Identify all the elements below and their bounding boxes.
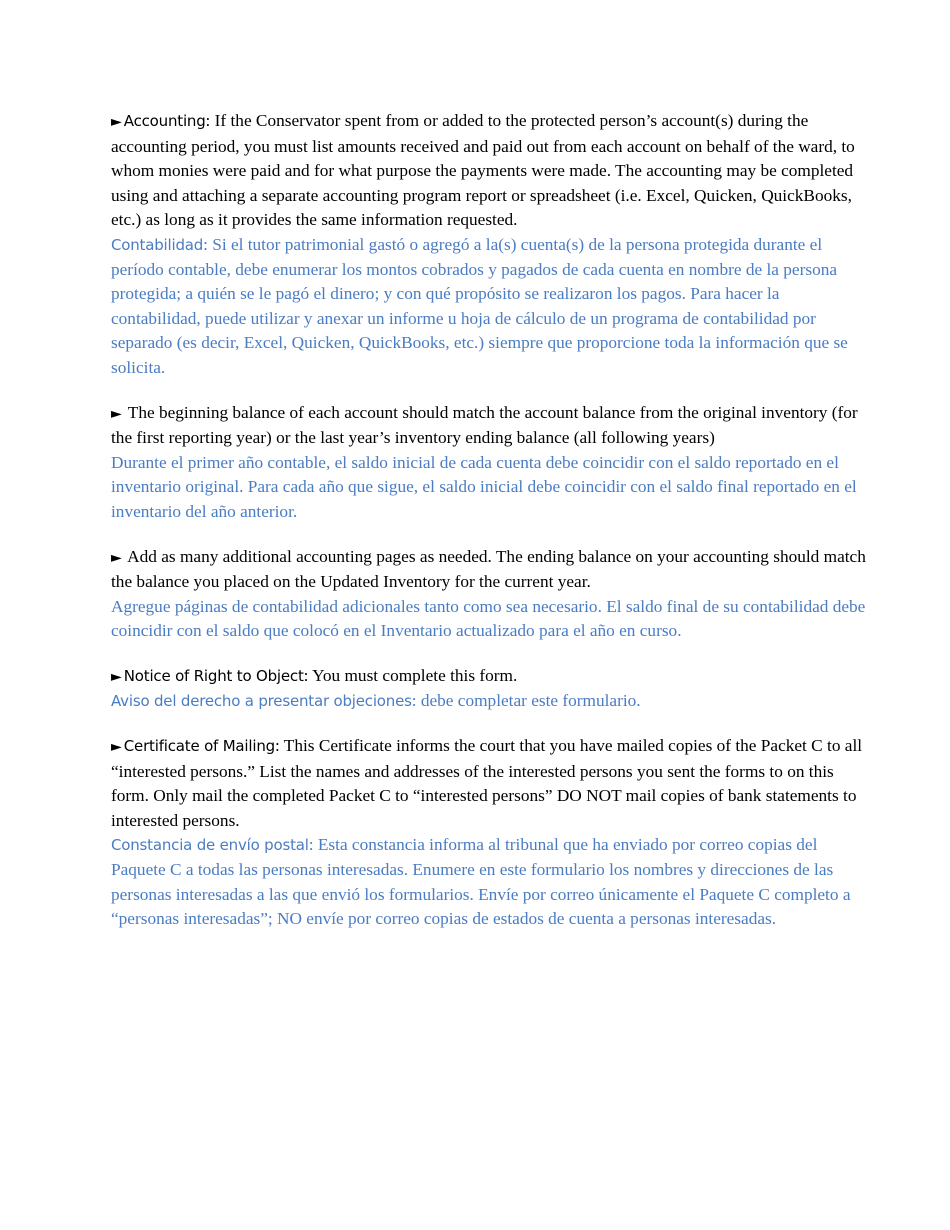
section-accounting	[111, 109, 871, 381]
certificate-english	[111, 734, 871, 833]
section-label: Certificate of Mailing	[123, 737, 275, 756]
notice-spanish	[111, 689, 871, 714]
section-text: : Esta constancia informa al tribunal que ha enviado por correo copias del Paquete C a todas las personas interesadas. Enumere en este formulario los nombres y direcciones de las personas interesadas a las que envió los formularios. Envíe por correo únicamente el Paquete C completo a “personas interesadas”; NO envíe por correo copias de estados de cuenta a personas interesadas.	[111, 835, 851, 929]
section-label: Aviso del derecho a presentar objeciones	[111, 692, 412, 711]
bullet-arrow-icon: ►	[111, 549, 122, 566]
section-text: : You must complete this form.	[303, 665, 518, 685]
section-additional-pages	[111, 545, 871, 644]
section-text: The beginning balance of each account should match the account balance from the original inventory (for the first reporting year) or the last year’s inventory ending balance (all following years)	[111, 402, 858, 448]
section-certificate-of-mailing	[111, 734, 871, 932]
section-beginning-balance	[111, 401, 871, 525]
section-label: Notice of Right to Object	[123, 666, 304, 685]
beginning-balance-spanish	[111, 451, 871, 525]
notice-english	[111, 664, 871, 690]
section-label: Constancia de envío postal	[111, 836, 309, 855]
certificate-spanish	[111, 833, 871, 931]
section-text: : This Certificate informs the court that you have mailed copies of the Packet C to all “interested persons.” List the names and addresses of the interested persons you sent the forms to on this form. Only mail the completed Packet C to “interested persons” DO NOT mail copies of bank statements to interested persons.	[111, 736, 863, 830]
section-text: Durante el primer año contable, el saldo inicial de cada cuenta debe coincidir con el saldo reportado en el inventario original. Para cada año que sigue, el saldo inicial debe coincidir con el saldo final reportado en el inventario del año anterior.	[111, 452, 857, 521]
section-text: Agregue páginas de contabilidad adicionales tanto como sea necesario. El saldo final de su contabilidad debe coincidir con el saldo que colocó en el Inventario actualizado para el año en curso.	[111, 596, 866, 641]
additional-pages-english	[111, 545, 871, 595]
section-label: Accounting	[123, 112, 206, 130]
bullet-arrow-icon: ►	[111, 114, 122, 130]
bullet-arrow-icon: ►	[111, 668, 122, 685]
section-notice-right-to-object	[111, 664, 871, 714]
bullet-arrow-icon: ►	[111, 405, 122, 422]
beginning-balance-english	[111, 401, 871, 451]
section-text: : If the Conservator spent from or added to the protected person’s account(s) during the accounting period, you must list amounts received and paid out from each account on behalf of the ward, to whom monies were paid and for what purpose the payments were made. The accounting may be completed using and attaching a separate accounting program report or spreadsheet (i.e. Excel, Quicken, QuickBooks, etc.) as long as it provides the same information requested.	[111, 111, 855, 230]
additional-pages-spanish	[111, 595, 871, 644]
bullet-arrow-icon: ►	[111, 739, 122, 756]
instructions-page	[111, 109, 871, 952]
accounting-english	[111, 109, 871, 233]
section-text: Add as many additional accounting pages as needed. The ending balance on your accounting should match the balance you placed on the Updated Inventory for the current year.	[111, 546, 866, 592]
section-text: : Si el tutor patrimonial gastó o agregó a la(s) cuenta(s) de la persona protegida durante el período contable, debe enumerar los montos cobrados y pagados de cada cuenta en nombre de la persona protegida; a quién se le pagó el dinero; y con qué propósito se realizaron los pagos. Para hacer la contabilidad, puede utilizar y anexar un informe u hoja de cálculo de un programa de contabilidad por separado (es decir, Excel, Quicken, QuickBooks, etc.) siempre que proporcione toda la información que se solicita.	[111, 234, 848, 377]
section-label: Contabilidad	[111, 235, 204, 254]
accounting-spanish	[111, 233, 871, 381]
section-text: : debe completar este formulario.	[411, 691, 641, 711]
